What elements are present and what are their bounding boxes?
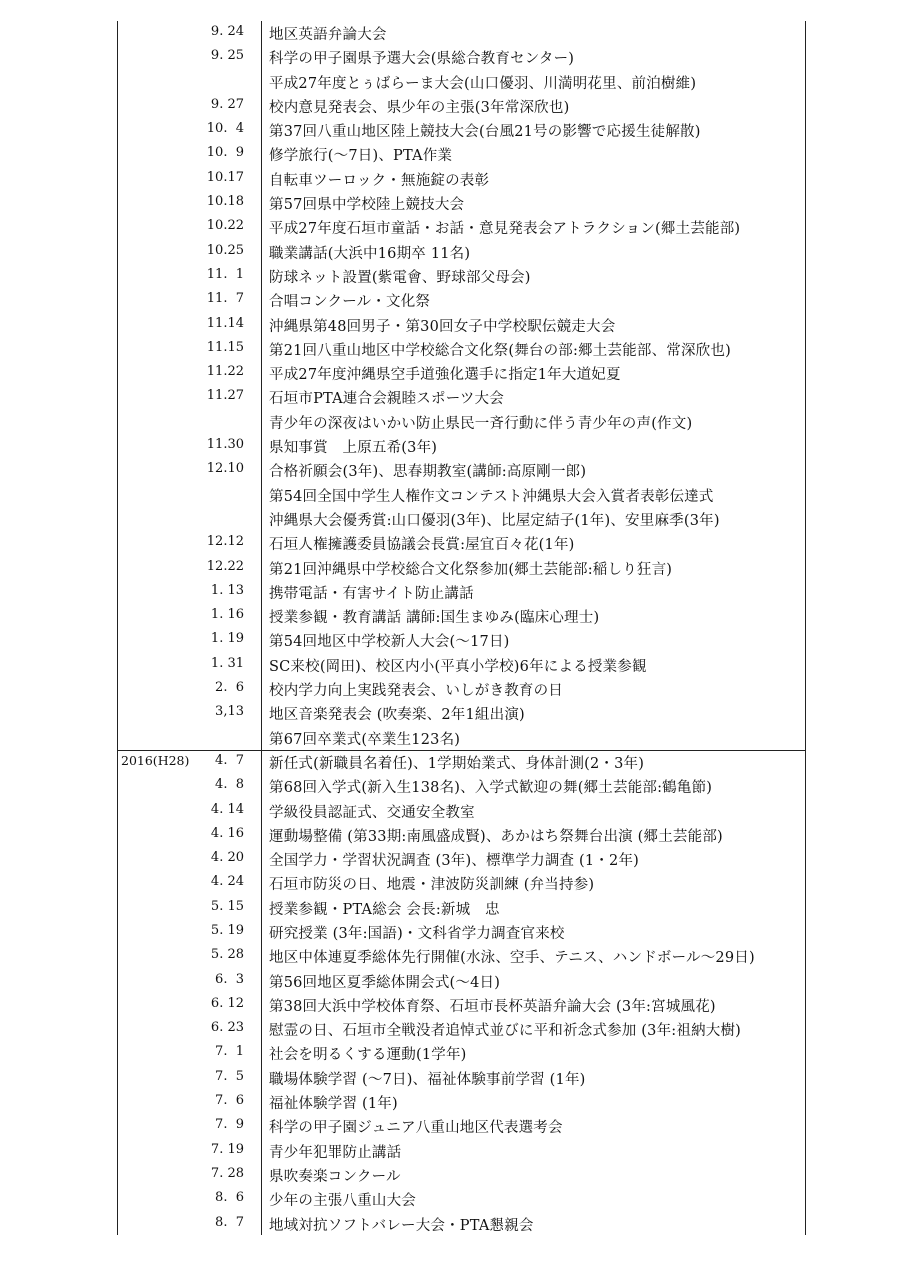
- row-date: 11.30: [206, 437, 244, 453]
- table-row: [0, 45, 904, 69]
- table-row: [0, 215, 904, 239]
- row-event: 研究授業 (3年:国語)・文科省学力調査官来校: [269, 925, 565, 942]
- row-event: 授業参観・教育講話 講師:国生まゆみ(臨床心理士): [269, 610, 600, 627]
- table-row: [0, 483, 904, 507]
- row-event: 新任式(新職員名着任)、1学期始業式、身体計測(2・3年): [269, 755, 645, 772]
- row-event: 第54回全国中学生人権作文コンテスト沖縄県大会入賞者表彰伝達式: [269, 488, 714, 505]
- row-date: 11.27: [206, 388, 244, 404]
- row-event: 第56回地区夏季総体開会式(〜4日): [269, 974, 501, 991]
- row-event: 県吹奏楽コンクール: [269, 1168, 401, 1185]
- table-row: [0, 920, 904, 944]
- row-event: 少年の主張八重山大会: [269, 1193, 416, 1210]
- table-row: [0, 556, 904, 580]
- table-row: [0, 1139, 904, 1163]
- table-row: [0, 118, 904, 142]
- row-event: 沖縄県第48回男子・第30回女子中学校駅伝競走大会: [269, 318, 616, 335]
- row-event: 地区英語弁論大会: [269, 27, 387, 43]
- row-event: 防球ネット設置(紫電會、野球部父母会): [269, 269, 531, 286]
- row-event: 合格祈願会(3年)、思春期教室(講師:高原剛一郎): [269, 464, 587, 481]
- table-row: [0, 1212, 904, 1236]
- row-date: 8. 7: [215, 1214, 244, 1230]
- row-event: 授業参観・PTA総会 会長:新城 忠: [269, 901, 500, 918]
- table-row: [0, 677, 904, 701]
- table-row: [0, 653, 904, 677]
- row-date: 4. 20: [210, 850, 244, 866]
- row-date: 7. 9: [215, 1117, 244, 1133]
- row-date: 8. 6: [215, 1190, 244, 1206]
- row-date: 4. 24: [210, 874, 244, 890]
- table-row: [0, 94, 904, 118]
- row-date: 4. 7: [215, 752, 244, 768]
- table-row: [0, 167, 904, 191]
- row-event: 青少年の深夜はいかい防止県民一斉行動に伴う青少年の声(作文): [269, 415, 693, 432]
- table-row: [0, 240, 904, 264]
- row-date: 4. 16: [210, 825, 244, 841]
- table-row: [0, 458, 904, 482]
- row-date: 1. 13: [210, 582, 244, 598]
- row-date: 4. 14: [210, 801, 244, 817]
- row-date: 7. 1: [215, 1044, 244, 1060]
- table-row: [0, 1114, 904, 1138]
- row-event: 第57回県中学校陸上競技大会: [269, 197, 465, 214]
- table-row: [0, 750, 904, 774]
- row-event: 自転車ツーロック・無施錠の表彰: [269, 172, 490, 189]
- row-event: 職業講話(大浜中16期卒 11名): [269, 245, 471, 262]
- row-event: 社会を明るくする運動(1学年): [269, 1047, 467, 1064]
- row-event: 第37回八重山地区陸上競技大会(台風21号の影響で応援生徒解散): [269, 124, 701, 141]
- row-date: 10.17: [206, 169, 244, 185]
- row-date: 3,13: [215, 704, 244, 720]
- row-date: 9. 25: [210, 48, 244, 64]
- row-date: 6. 23: [210, 1020, 244, 1036]
- row-date: 7. 19: [210, 1141, 244, 1157]
- table-row: [0, 993, 904, 1017]
- table-row: [0, 726, 904, 750]
- row-event: 修学旅行(〜7日)、PTA作業: [269, 148, 453, 165]
- row-event: 第67回卒業式(卒業生123名): [269, 731, 461, 748]
- table-row: [0, 434, 904, 458]
- row-event: 沖縄県大会優秀賞:山口優羽(3年)、比屋定結子(1年)、安里麻季(3年): [269, 512, 720, 529]
- row-event: 青少年犯罪防止講話: [269, 1144, 402, 1161]
- row-event: 地域対抗ソフトバレー大会・PTA懇親会: [269, 1217, 534, 1234]
- row-event: 第54回地区中学校新人大会(〜17日): [269, 634, 510, 651]
- row-date: 2. 6: [215, 680, 244, 696]
- row-event: 第21回八重山地区中学校総合文化祭(舞台の部:郷土芸能部、常深欣也): [269, 342, 731, 359]
- row-date: 6. 12: [210, 995, 244, 1011]
- row-event: 科学の甲子園県予選大会(県総合教育センター): [269, 51, 575, 68]
- table-row: [0, 774, 904, 798]
- table-row: [0, 896, 904, 920]
- table-row: [0, 823, 904, 847]
- row-date: 5. 15: [210, 898, 244, 914]
- row-date: 10.18: [206, 194, 244, 210]
- table-row: [0, 313, 904, 337]
- table-row: [0, 191, 904, 215]
- row-date: 12.10: [206, 461, 244, 477]
- row-date: 11. 1: [206, 266, 244, 282]
- row-date: 7. 6: [215, 1093, 244, 1109]
- row-date: 5. 28: [210, 947, 244, 963]
- row-event: 職場体験学習 (〜7日)、福祉体験事前学習 (1年): [269, 1071, 586, 1088]
- row-date: 12.12: [206, 534, 244, 550]
- table-row: [0, 1066, 904, 1090]
- row-event: 県知事賞 上原五希(3年): [269, 440, 438, 457]
- row-event: 校内学力向上実践発表会、いしがき教育の日: [269, 683, 563, 700]
- row-date: 1. 19: [210, 631, 244, 647]
- row-year: 2016(H28): [121, 752, 190, 768]
- row-date: 4. 8: [215, 777, 244, 793]
- table-row: [0, 1017, 904, 1041]
- table-row: [0, 871, 904, 895]
- table-row: [0, 969, 904, 993]
- row-date: 7. 5: [215, 1068, 244, 1084]
- row-event: 平成27年度石垣市童話・お話・意見発表会アトラクション(郷土芸能部): [269, 221, 741, 238]
- row-event: 運動場整備 (第33期:南風盛成賢)、あかはち祭舞台出演 (郷土芸能部): [269, 828, 723, 845]
- row-event: 石垣人権擁護委員協議会長賞:屋宜百々花(1年): [269, 537, 575, 554]
- row-date: 10.25: [206, 242, 244, 258]
- table-row: [0, 1090, 904, 1114]
- table-row: [0, 70, 904, 94]
- row-date: 9. 27: [210, 96, 244, 112]
- row-event: 第38回大浜中学校体育祭、石垣市長杯英語弁論大会 (3年:宮城風花): [269, 998, 716, 1015]
- row-date: 11.14: [206, 315, 244, 331]
- table-row: [0, 580, 904, 604]
- row-event: 科学の甲子園ジュニア八重山地区代表選考会: [269, 1120, 563, 1137]
- table-row: [0, 531, 904, 555]
- row-date: 9. 24: [210, 24, 244, 39]
- table-row: [0, 288, 904, 312]
- row-event: 地区中体連夏季総体先行開催(水泳、空手、テニス、ハンドボール〜29日): [269, 950, 755, 967]
- table-row: [0, 361, 904, 385]
- row-event: 校内意見発表会、県少年の主張(3年常深欣也): [269, 99, 570, 116]
- row-event: 平成27年度とぅばらーま大会(山口優羽、川満明花里、前泊樹維): [269, 75, 697, 92]
- table-row: [0, 410, 904, 434]
- row-date: 5. 19: [210, 922, 244, 938]
- table-row: [0, 507, 904, 531]
- table-row: [0, 847, 904, 871]
- row-date: 11. 7: [206, 291, 244, 307]
- row-date: 10. 9: [206, 145, 244, 161]
- row-event: 慰霊の日、石垣市全戦没者追悼式並びに平和祈念式参加 (3年:祖納大樹): [269, 1023, 742, 1040]
- row-date: 11.15: [206, 339, 244, 355]
- row-event: 携帯電話・有害サイト防止講話: [269, 585, 474, 602]
- row-event: 全国学力・学習状況調査 (3年)、標準学力調査 (1・2年): [269, 853, 640, 870]
- row-date: 10.22: [206, 218, 244, 234]
- row-event: 石垣市防災の日、地震・津波防災訓練 (弁当持参): [269, 877, 595, 894]
- table-row: [0, 628, 904, 652]
- table-row: [0, 21, 904, 45]
- row-date: 7. 28: [210, 1165, 244, 1181]
- table-row: [0, 385, 904, 409]
- row-date: 1. 31: [210, 655, 244, 671]
- table-row: [0, 944, 904, 968]
- row-event: 石垣市PTA連合会親睦スポーツ大会: [269, 391, 504, 408]
- table-row: [0, 142, 904, 166]
- row-event: 平成27年度沖縄県空手道強化選手に指定1年大道妃夏: [269, 367, 621, 384]
- row-date: 6. 3: [215, 971, 244, 987]
- table-row: [0, 264, 904, 288]
- table-row: [0, 1163, 904, 1187]
- row-event: SC来校(岡田)、校区内小(平真小学校)6年による授業参観: [269, 658, 647, 675]
- table-row: [0, 337, 904, 361]
- row-date: 11.22: [206, 364, 244, 380]
- row-event: 第21回沖縄県中学校総合文化祭参加(郷土芸能部:稲しり狂言): [269, 561, 673, 578]
- table-row: [0, 799, 904, 823]
- table-row: [0, 701, 904, 725]
- row-event: 第68回入学式(新入生138名)、入学式歓迎の舞(郷土芸能部:鶴亀節): [269, 780, 713, 797]
- table-row: [0, 604, 904, 628]
- row-event: 福祉体験学習 (1年): [269, 1096, 398, 1113]
- row-event: 合唱コンクール・文化祭: [269, 294, 431, 311]
- row-date: 10. 4: [206, 121, 244, 137]
- row-event: 学級役員認証式、交通安全教室: [269, 804, 475, 821]
- row-event: 地区音楽発表会 (吹奏楽、2年1組出演): [269, 707, 525, 724]
- table-row: [0, 1187, 904, 1211]
- row-date: 12.22: [206, 558, 244, 574]
- table-row: [0, 1041, 904, 1065]
- row-date: 1. 16: [210, 607, 244, 623]
- school-history-table: [0, 21, 904, 1236]
